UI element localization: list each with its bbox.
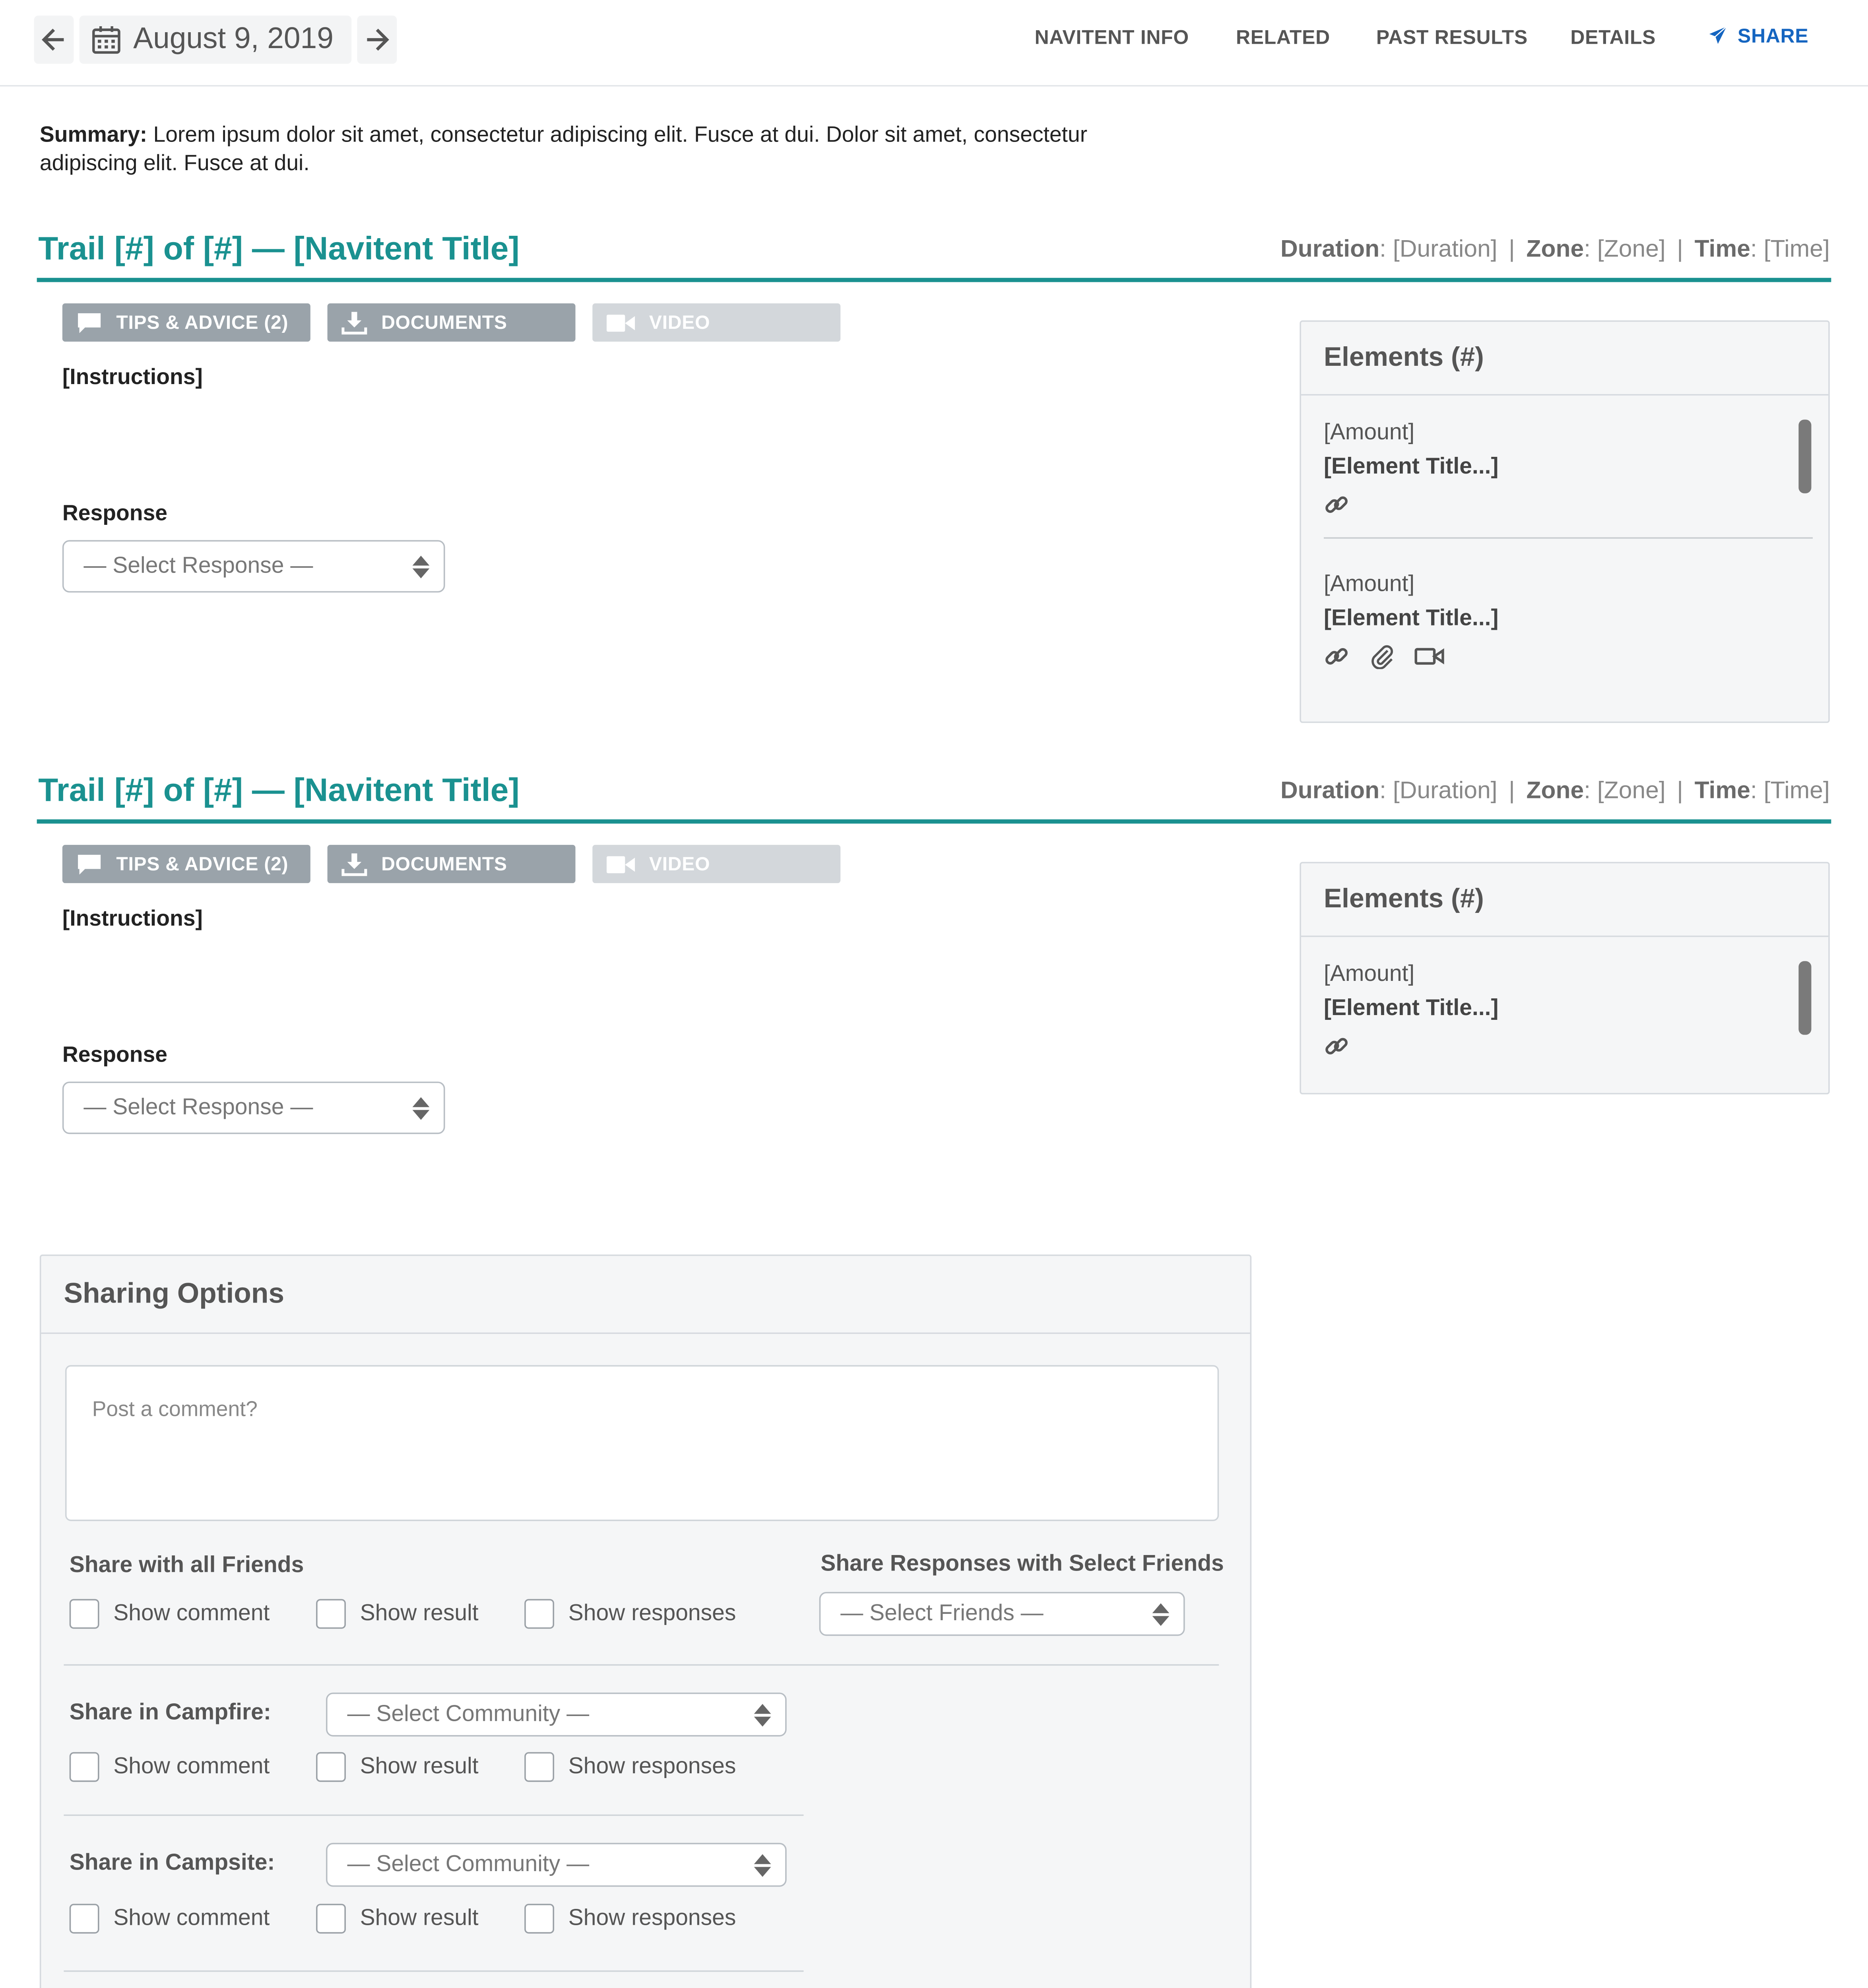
select-caret-icon <box>413 1097 430 1119</box>
zone-value: [Zone] <box>1597 777 1666 804</box>
checkbox-box[interactable] <box>524 1752 554 1782</box>
campfire-community-select[interactable] <box>326 1693 787 1737</box>
checkbox-label: Show result <box>360 1906 479 1930</box>
section-divider <box>64 1815 803 1816</box>
checkbox-box[interactable] <box>316 1904 346 1934</box>
trail-title: Trail [#] of [#] — [Navitent Title] <box>38 771 520 808</box>
element-amount: [Amount] <box>1323 962 1415 987</box>
response-label: Response <box>62 1043 168 1068</box>
link-icon[interactable] <box>1324 644 1349 669</box>
duration-label: Duration <box>1280 235 1380 262</box>
response-select-value: — Select Response — <box>83 553 313 578</box>
element-item[interactable] <box>1324 417 1499 485</box>
checkbox-show-responses[interactable] <box>524 1904 736 1934</box>
paper-plane-icon <box>1707 24 1729 47</box>
response-label: Response <box>62 502 168 526</box>
elements-title: Elements (#) <box>1301 322 1828 395</box>
element-icons <box>1324 644 1446 669</box>
tab-video[interactable] <box>592 845 840 883</box>
checkbox-label: Show comment <box>113 1601 270 1625</box>
element-title: [Element Title...] <box>1323 996 1499 1021</box>
nav-related[interactable]: RELATED <box>1236 25 1330 49</box>
tab-video[interactable] <box>592 303 840 342</box>
checkbox-show-comment[interactable] <box>70 1599 270 1629</box>
video-icon[interactable] <box>1414 645 1445 668</box>
prev-date-button[interactable] <box>34 16 74 64</box>
duration-value: [Duration] <box>1393 777 1498 804</box>
share-all-friends-label: Share with all Friends <box>69 1553 304 1578</box>
select-caret-icon <box>754 1854 771 1876</box>
select-caret-icon <box>754 1703 771 1726</box>
nav-past-results[interactable]: PAST RESULTS <box>1376 25 1528 49</box>
tab-documents[interactable] <box>328 303 576 342</box>
share-button[interactable] <box>1707 24 1809 47</box>
elements-scrollbar[interactable] <box>1798 419 1811 493</box>
trail-meta: Duration: [Duration] | Zone: [Zone] | Time: [Time] <box>1280 777 1830 804</box>
community-select-value: — Select Community — <box>347 1702 590 1726</box>
trail-meta: Duration: [Duration] | Zone: [Zone] | Time: [Time] <box>1280 235 1830 262</box>
tab-label: DOCUMENTS <box>381 853 507 875</box>
element-icons <box>1324 492 1349 517</box>
checkbox-label: Show result <box>360 1601 479 1625</box>
element-amount: [Amount] <box>1323 573 1415 597</box>
link-icon[interactable] <box>1324 492 1349 517</box>
checkbox-show-comment[interactable] <box>70 1752 270 1782</box>
response-select[interactable] <box>62 540 445 592</box>
checkbox-box[interactable] <box>70 1904 99 1934</box>
share-campfire-label: Share in Campfire: <box>69 1701 271 1725</box>
checkbox-show-comment[interactable] <box>70 1904 270 1934</box>
arrow-left-icon <box>40 25 68 54</box>
download-icon <box>341 311 367 334</box>
select-caret-icon <box>413 555 430 578</box>
element-title: [Element Title...] <box>1323 455 1499 480</box>
duration-value: [Duration] <box>1393 235 1498 262</box>
next-date-button[interactable] <box>357 16 397 64</box>
download-icon <box>341 853 367 876</box>
checkbox-show-result[interactable] <box>316 1599 479 1629</box>
checkbox-label: Show responses <box>568 1601 736 1625</box>
tab-label: TIPS & ADVICE (2) <box>116 853 289 875</box>
summary-label: Summary: <box>39 123 147 148</box>
element-item[interactable] <box>1324 958 1499 1026</box>
trail-divider <box>37 819 1831 824</box>
duration-label: Duration <box>1280 777 1380 804</box>
nav-navitent-info[interactable]: NAVITENT INFO <box>1034 25 1189 49</box>
share-select-friends-label: Share Responses with Select Friends <box>821 1552 1224 1576</box>
trail-title: Trail [#] of [#] — [Navitent Title] <box>38 229 520 267</box>
trail-divider <box>37 278 1831 282</box>
nav-details[interactable]: DETAILS <box>1570 25 1656 49</box>
video-camera-icon <box>607 313 635 332</box>
instructions: [Instructions] <box>62 907 203 932</box>
comment-textarea[interactable]: Post a comment? <box>65 1365 1219 1521</box>
checkbox-label: Show comment <box>113 1754 270 1778</box>
community-select-value: — Select Community — <box>347 1852 590 1876</box>
checkbox-show-responses[interactable] <box>524 1752 736 1782</box>
date-picker[interactable] <box>80 16 352 64</box>
select-friends[interactable] <box>819 1592 1185 1636</box>
response-select[interactable] <box>62 1081 445 1134</box>
calendar-icon <box>91 24 122 55</box>
zone-label: Zone <box>1526 235 1584 262</box>
share-campsite-label: Share in Campsite: <box>69 1851 275 1875</box>
tab-label: DOCUMENTS <box>381 312 507 333</box>
checkbox-box[interactable] <box>70 1752 99 1782</box>
checkbox-label: Show comment <box>113 1906 270 1930</box>
top-bar <box>0 0 1868 86</box>
element-item[interactable] <box>1324 569 1499 637</box>
zone-value: [Zone] <box>1597 235 1666 262</box>
element-title: [Element Title...] <box>1323 606 1499 631</box>
element-amount: [Amount] <box>1323 421 1415 445</box>
checkbox-label: Show result <box>360 1754 479 1778</box>
checkbox-box[interactable] <box>70 1599 99 1629</box>
checkbox-box[interactable] <box>524 1599 554 1629</box>
checkbox-show-responses[interactable] <box>524 1599 736 1629</box>
element-icons <box>1324 1033 1349 1059</box>
time-value: [Time] <box>1763 235 1830 262</box>
checkbox-box[interactable] <box>316 1752 346 1782</box>
link-icon[interactable] <box>1324 1033 1349 1059</box>
elements-scrollbar[interactable] <box>1798 961 1811 1035</box>
element-divider <box>1324 537 1813 539</box>
tab-label: VIDEO <box>649 312 710 333</box>
sharing-options-panel <box>40 1254 1251 1988</box>
share-label: SHARE <box>1738 24 1809 47</box>
checkbox-label: Show responses <box>568 1754 736 1778</box>
video-camera-icon <box>607 854 635 874</box>
section-divider <box>64 1971 803 1972</box>
instructions: [Instructions] <box>62 365 203 390</box>
tab-tips-advice[interactable] <box>62 845 310 883</box>
select-caret-icon <box>1152 1603 1170 1625</box>
comment-icon <box>77 853 102 876</box>
sharing-options-title: Sharing Options <box>41 1256 1250 1334</box>
checkbox-box[interactable] <box>524 1904 554 1934</box>
elements-panel <box>1300 320 1829 723</box>
tab-label: VIDEO <box>649 853 710 875</box>
campsite-community-select[interactable] <box>326 1843 787 1887</box>
tab-documents[interactable] <box>328 845 576 883</box>
tab-tips-advice[interactable] <box>62 303 310 342</box>
checkbox-label: Show responses <box>568 1906 736 1930</box>
checkbox-show-result[interactable] <box>316 1752 479 1782</box>
elements-panel <box>1300 862 1829 1095</box>
zone-label: Zone <box>1526 777 1584 804</box>
summary <box>40 122 1174 179</box>
time-label: Time <box>1694 777 1750 804</box>
checkbox-show-result[interactable] <box>316 1904 479 1934</box>
tab-label: TIPS & ADVICE (2) <box>116 312 289 333</box>
arrow-right-icon <box>363 25 391 54</box>
select-friends-value: — Select Friends — <box>840 1601 1044 1625</box>
paperclip-icon[interactable] <box>1369 644 1395 669</box>
time-label: Time <box>1694 235 1750 262</box>
comment-icon <box>77 311 102 334</box>
time-value: [Time] <box>1763 777 1830 804</box>
response-select-value: — Select Response — <box>83 1095 313 1119</box>
summary-text: Lorem ipsum dolor sit amet, consectetur adipiscing elit. Fusce at dui. Dolor sit amet, consectetur adipiscing elit. Fusce at dui. <box>39 123 1088 176</box>
section-divider <box>64 1664 1219 1666</box>
elements-title: Elements (#) <box>1301 863 1828 937</box>
current-date: August 9, 2019 <box>133 23 334 56</box>
checkbox-box[interactable] <box>316 1599 346 1629</box>
